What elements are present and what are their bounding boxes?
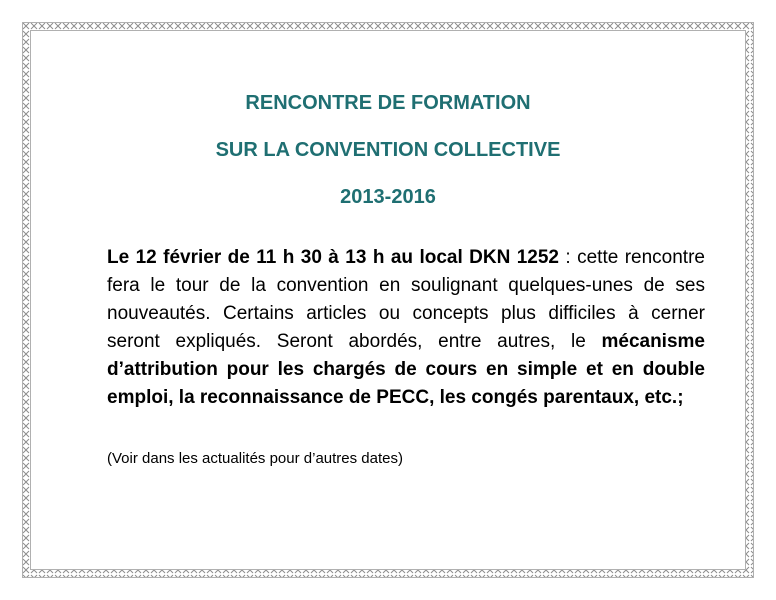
- description-text: cette rencontre fera le tour de la convention en soulignant quelques-unes de ses nouveautés. Certains articles ou concepts plus difficiles à cerner seront expliqués. Seront abordés, entre autres, le: [107, 247, 705, 352]
- topics-emphasis: mécanisme d’attribution pour les chargés de cours en simple et en double emploi, la reconnaissance de PECC, les congés parentaux, etc.;: [107, 331, 705, 408]
- title-year: 2013-2016: [340, 186, 436, 208]
- title-line-2: SUR LA CONVENTION COLLECTIVE: [215, 139, 561, 161]
- event-description: [107, 244, 705, 412]
- title-line-1: RENCONTRE DE FORMATION: [245, 92, 531, 114]
- other-dates-note: (Voir dans les actualités pour d’autres dates): [107, 450, 403, 467]
- event-date-location: Le 12 février de 11 h 30 à 13 h au local DKN 1252: [107, 247, 559, 268]
- intro-separator: :: [559, 247, 578, 268]
